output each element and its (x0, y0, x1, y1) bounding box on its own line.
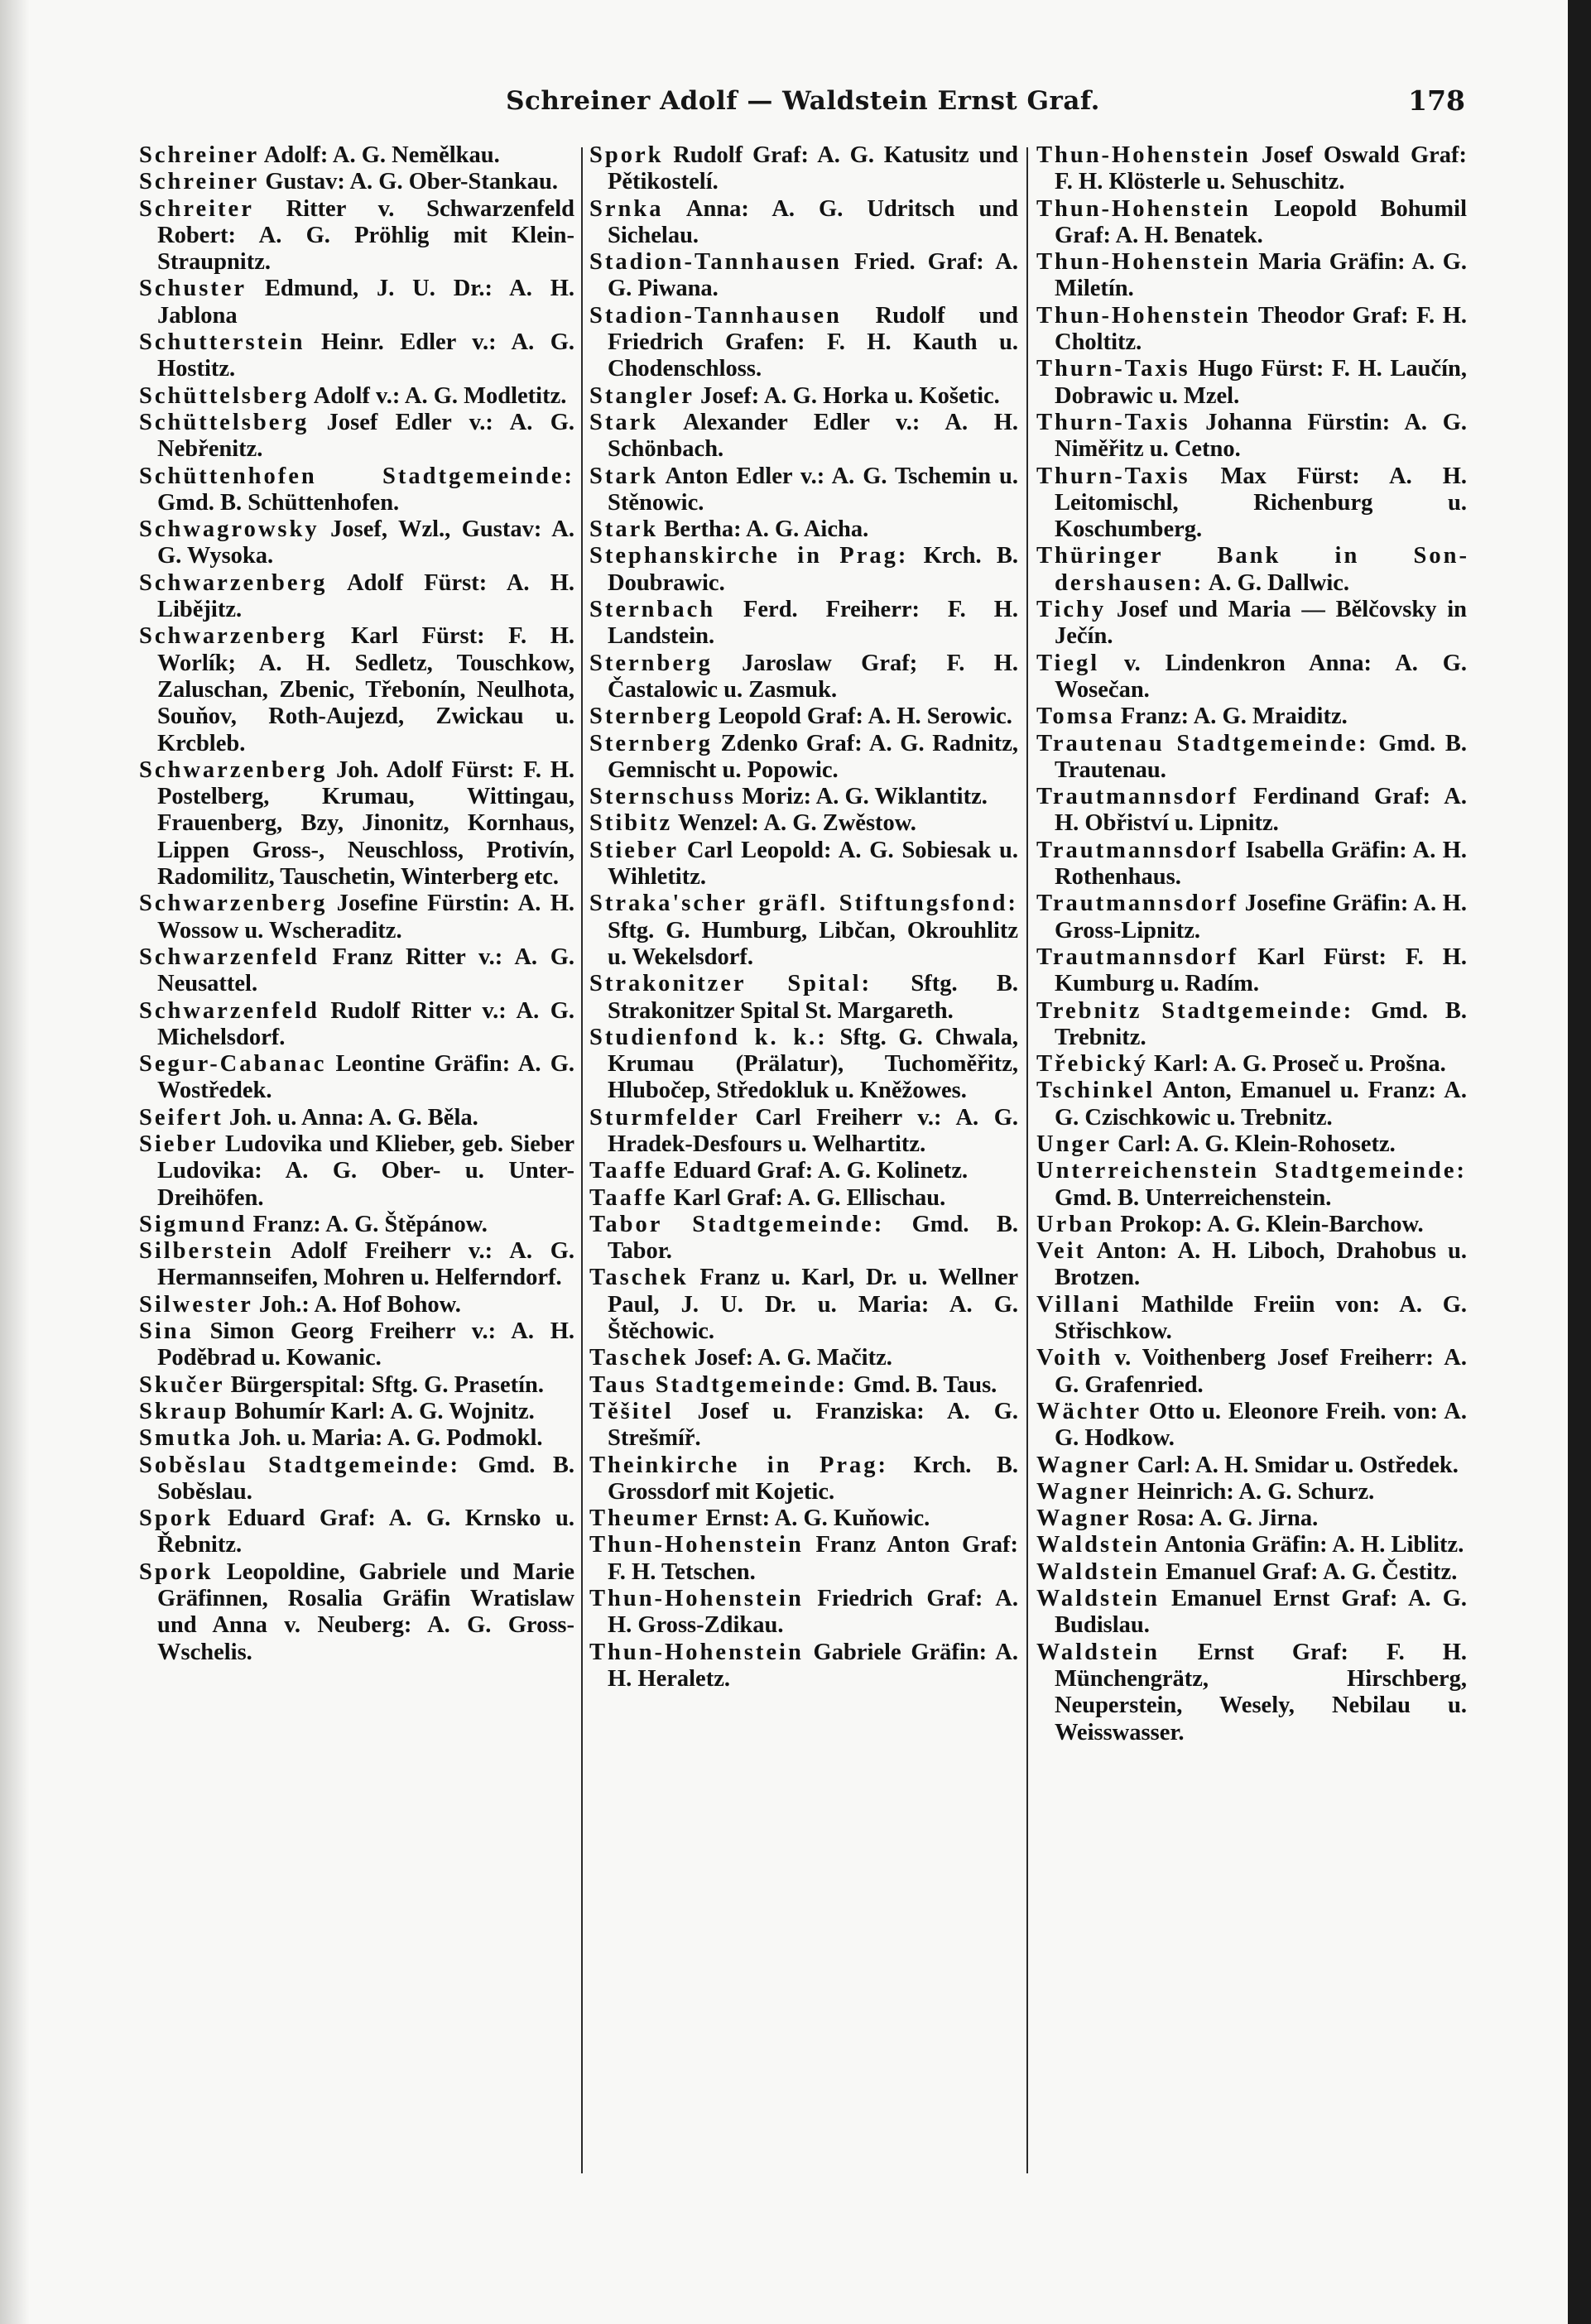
entry-name: Schwagrowsky (139, 516, 320, 543)
entry-name: Voith (1036, 1345, 1103, 1371)
entry-name: Unger (1036, 1131, 1112, 1157)
register-entry (1036, 784, 1467, 838)
entry-detail: v. Voithenberg Josef Freiherr: A. G. Grafenried. (1055, 1345, 1467, 1398)
entry-detail: Simon Georg Freiherr v.: A. H. Poděbrad u. Kowanic. (157, 1318, 574, 1371)
entry-name: Waldstein (1036, 1558, 1160, 1585)
register-entry (139, 1051, 574, 1105)
entry-name: Sturmfelder (589, 1104, 740, 1131)
entry-name: Trebnitz Stadtgemeinde: (1036, 997, 1354, 1024)
register-entry (139, 998, 574, 1052)
register-entry (1036, 1345, 1467, 1399)
entry-detail: Carl: A. H. Smidar u. Ostředek. (1131, 1452, 1459, 1478)
entry-detail: Joh. u. Anna: A. G. Běla. (223, 1104, 478, 1131)
entry-name: Stephanskirche in Prag: (589, 543, 909, 569)
register-entry (1036, 597, 1467, 651)
register-entry (1036, 303, 1467, 357)
register-entry (589, 731, 1018, 785)
register-entry (1036, 356, 1467, 410)
entry-detail: Ludovika und Klieber, geb. Sieber Ludovika: A. G. Ober- u. Unter-Dreihöfen. (157, 1131, 574, 1211)
entry-name: Sternberg (589, 730, 713, 756)
entry-detail: Gmd. B. Unterreichenstein. (1055, 1184, 1332, 1211)
register-entry (1036, 1131, 1467, 1158)
register-entry (139, 1559, 574, 1666)
register-entry (589, 891, 1018, 971)
entry-detail: Gmd. B. Trautenau. (1055, 730, 1467, 783)
register-entry (139, 196, 574, 276)
entry-name: Stark (589, 409, 659, 435)
entry-detail: Ferdinand Graf: A. H. Obřiství u. Lipnitz. (1055, 784, 1467, 837)
register-entry (589, 1505, 1018, 1532)
entry-name: Trautmannsdorf (1036, 944, 1239, 970)
entry-detail: Josef und Maria — Bělčovsky in Ječín. (1055, 597, 1467, 650)
entry-detail: Adolf Fürst: A. H. Libějitz. (157, 569, 574, 623)
entry-name: Taaffe (589, 1158, 668, 1184)
entry-detail: Eduard Graf: A. G. Kolinetz. (667, 1158, 969, 1184)
entry-name: Silberstein (139, 1238, 274, 1265)
register-entry (1036, 543, 1467, 597)
register-entry (1036, 1051, 1467, 1078)
entry-name: Schreiter (139, 195, 254, 222)
register-entry (1036, 1158, 1467, 1212)
entry-detail: Ernst Graf: F. H. Münchengrätz, Hirschberg, Neuperstein, Wesely, Nebilau u. Weisswasser. (1055, 1639, 1467, 1745)
entry-detail: Rudolf Ritter v.: A. G. Michelsdorf. (157, 997, 574, 1050)
entry-detail: Josef Edler v.: A. G. Nebřenitz. (157, 409, 574, 463)
entry-name: Thüringer Bank in Sondershausen: (1036, 543, 1467, 596)
entry-name: Thun-Hohenstein (1036, 249, 1251, 276)
column-2 (589, 142, 1018, 1693)
register-entry (589, 249, 1018, 303)
register-entry (1036, 891, 1467, 944)
entry-name: Strakonitzer Spital: (589, 971, 872, 997)
entry-name: Stadion-Tannhausen (589, 302, 842, 329)
register-entry (139, 1105, 574, 1131)
entry-detail: Rudolf und Friedrich Grafen: F. H. Kauth u. Chodenschloss. (608, 302, 1018, 382)
entry-name: Urban (1036, 1211, 1115, 1237)
entry-name: Tichy (1036, 597, 1107, 623)
entry-name: Thun-Hohenstein (589, 1639, 804, 1665)
entry-name: Villani (1036, 1291, 1122, 1318)
register-entry (589, 784, 1018, 810)
entry-name: Wagner (1036, 1478, 1132, 1505)
register-entry (589, 838, 1018, 891)
entry-detail: Sftg. B. Strakonitzer Spital St. Margareth. (608, 971, 1018, 1024)
register-entry (139, 1131, 574, 1212)
entry-name: Wächter (1036, 1398, 1142, 1424)
register-entry (589, 1586, 1018, 1640)
register-entry (589, 1265, 1018, 1345)
entry-detail: Anton Edler v.: A. G. Tschemin u. Stěnowic. (608, 463, 1018, 516)
register-entry (1036, 1479, 1467, 1505)
entry-name: Srnka (589, 195, 664, 222)
register-entry (139, 1452, 574, 1506)
entry-name: Waldstein (1036, 1532, 1160, 1558)
entry-name: Spork (589, 142, 664, 168)
entry-detail: Bertha: A. G. Aicha. (658, 516, 869, 543)
entry-detail: Isabella Gräfin: A. H. Rothenhaus. (1055, 837, 1467, 891)
entry-name: Thurn-Taxis (1036, 463, 1190, 489)
register-entry (1036, 1212, 1467, 1238)
register-entry (1036, 1505, 1467, 1532)
register-entry (139, 1292, 574, 1318)
entry-name: Trautmannsdorf (1036, 784, 1239, 810)
register-entry (139, 410, 574, 463)
register-entry (589, 1372, 1018, 1399)
entry-name: Straka'scher gräfl. Stiftungsfond: (589, 891, 1018, 917)
entry-name: Sieber (139, 1131, 219, 1157)
entry-name: Sternbach (589, 597, 716, 623)
entry-name: Schwarzenfeld (139, 997, 320, 1024)
register-entry (139, 463, 574, 517)
entry-detail: Eduard Graf: A. G. Krnsko u. Řebnitz. (157, 1505, 574, 1558)
entry-name: Tschinkel (1036, 1078, 1156, 1104)
register-entry (1036, 1292, 1467, 1346)
entry-detail: Franz: A. G. Mraiditz. (1114, 703, 1348, 730)
entry-name: Seifert (139, 1104, 224, 1131)
register-entry (1036, 1586, 1467, 1640)
entry-name: Thun-Hohenstein (1036, 195, 1251, 222)
entry-detail: Gmd. B. Taus. (847, 1371, 997, 1398)
entry-detail: Bohumír Karl: A. G. Wojnitz. (228, 1398, 535, 1424)
entry-name: Theumer (589, 1505, 700, 1532)
register-entry (139, 891, 574, 944)
register-entry (139, 329, 574, 383)
entry-name: Trautmannsdorf (1036, 837, 1239, 863)
page-edge (1568, 0, 1591, 2324)
entry-detail: Antonia Gräfin: A. H. Liblitz. (1159, 1532, 1464, 1558)
page-number: 178 (1408, 84, 1465, 117)
entry-detail: Zdenko Graf: A. G. Radnitz, Gemnischt u. Popowic. (608, 730, 1018, 783)
register-entry (589, 810, 1018, 837)
entry-name: Sigmund (139, 1211, 248, 1237)
register-entry (1036, 1399, 1467, 1452)
entry-name: Waldstein (1036, 1639, 1160, 1665)
entry-detail: Anton: A. H. Liboch, Drahobus u. Brotzen. (1055, 1238, 1467, 1291)
entry-name: Silwester (139, 1291, 253, 1318)
entry-name: Stadion-Tannhausen (589, 249, 842, 276)
entry-detail: Ernst: A. G. Kuňowic. (699, 1505, 930, 1532)
register-entry (139, 1372, 574, 1399)
entry-detail: v. Lindenkron Anna: A. G. Wosečan. (1055, 650, 1467, 703)
column-3 (1036, 142, 1467, 1746)
binding-shadow (0, 0, 30, 2324)
entry-name: Taus Stadtgemeinde: (589, 1371, 848, 1398)
register-entry (1036, 944, 1467, 998)
entry-detail: Theodor Graf: F. H. Choltitz. (1055, 302, 1467, 356)
entry-name: Thun-Hohenstein (589, 1532, 804, 1558)
entry-detail: A. G. Dallwic. (1204, 569, 1350, 596)
register-entry (139, 1399, 574, 1425)
register-entry (1036, 410, 1467, 463)
entry-name: Tabor Stadtgemeinde: (589, 1211, 885, 1237)
entry-name: Schüttelsberg (139, 409, 310, 435)
register-entry (1036, 142, 1467, 196)
entry-name: Těšitel (589, 1398, 674, 1424)
register-entry (589, 1399, 1018, 1452)
entry-name: Thurn-Taxis (1036, 409, 1190, 435)
register-entry (1036, 651, 1467, 704)
register-entry (1036, 196, 1467, 250)
entry-name: Studienfond k. k.: (589, 1024, 828, 1050)
register-entry (1036, 1532, 1467, 1558)
entry-name: Schwarzenberg (139, 891, 328, 917)
register-entry (139, 142, 574, 169)
register-entry (1036, 463, 1467, 544)
entry-detail: Mathilde Freiin von: A. G. Střischkow. (1055, 1291, 1467, 1345)
entry-detail: Josefine Gräfin: A. H. Gross-Lipnitz. (1055, 891, 1467, 944)
register-entry (139, 1425, 574, 1452)
register-entry (589, 142, 1018, 196)
entry-detail: Josef Oswald Graf: F. H. Klösterle u. Sehuschitz. (1055, 142, 1467, 195)
register-entry (1036, 998, 1467, 1052)
entry-detail: Edmund, J. U. Dr.: A. H. Jablona (157, 276, 574, 329)
running-header (141, 76, 1465, 126)
entry-name: Thun-Hohenstein (1036, 302, 1251, 329)
entry-name: Schuster (139, 276, 248, 302)
entry-detail: Franz Ritter v.: A. G. Neusattel. (157, 944, 574, 997)
entry-name: Schwarzenberg (139, 756, 328, 783)
entry-detail: Gmd. B. Schüttenhofen. (157, 489, 400, 516)
register-entry (139, 169, 574, 195)
entry-detail: Franz u. Karl, Dr. u. Wellner Paul, J. U. Dr. u. Maria: A. G. Štěchowic. (608, 1265, 1018, 1345)
register-entry (589, 597, 1018, 651)
entry-detail: Ferd. Freiherr: F. H. Landstein. (608, 597, 1018, 650)
entry-name: Schwarzenberg (139, 623, 328, 650)
entry-name: Schreiner (139, 142, 260, 168)
entry-detail: Leontine Gräfin: A. G. Wostředek. (157, 1051, 574, 1104)
entry-detail: Bürgerspital: Sftg. G. Prasetín. (224, 1371, 545, 1398)
entry-name: Skraup (139, 1398, 229, 1424)
register-entry (1036, 1559, 1467, 1586)
entry-name: Schwarzenberg (139, 569, 328, 596)
register-entry (589, 703, 1018, 730)
entry-detail: Prokop: A. G. Klein-Barchow. (1114, 1211, 1424, 1237)
register-entry (1036, 703, 1467, 730)
entry-detail: Gustav: A. G. Ober-Stankau. (259, 169, 558, 195)
register-entry (589, 543, 1018, 597)
register-entry (589, 1640, 1018, 1693)
entry-name: Thurn-Taxis (1036, 356, 1190, 382)
entry-detail: Joh. Adolf Fürst: F. H. Postelberg, Krumau, Wittingau, Frauenberg, Bzy, Jinonitz, Kornhaus, Lippen Gross-, Neuschloss, Protivín, Radomilitz, Tauschetin, Winterberg etc. (157, 756, 574, 891)
register-entry (139, 1212, 574, 1238)
entry-detail: Emanuel Ernst Graf: A. G. Budislau. (1055, 1586, 1467, 1639)
entry-detail: Josef u. Franziska: A. G. Strešmíř. (608, 1398, 1018, 1452)
entry-detail: Joh.: A. Hof Bohow. (252, 1291, 461, 1318)
entry-name: Waldstein (1036, 1586, 1160, 1612)
register-entry (589, 1452, 1018, 1506)
register-entry (589, 1212, 1018, 1265)
entry-name: Schüttelsberg (139, 382, 310, 409)
register-entry (1036, 838, 1467, 891)
register-entry (1036, 731, 1467, 785)
entry-detail: Karl: A. G. Proseč u. Prošna. (1147, 1051, 1446, 1078)
register-entry (589, 1185, 1018, 1212)
entry-name: Tiegl (1036, 650, 1100, 676)
entry-name: Taschek (589, 1345, 689, 1371)
entry-name: Spork (139, 1558, 214, 1585)
entry-detail: Karl Graf: A. G. Ellischau. (667, 1184, 946, 1211)
register-entry (589, 1158, 1018, 1184)
entry-name: Segur-Cabanac (139, 1051, 327, 1078)
entry-detail: Carl Freiherr v.: A. G. Hradek-Desfours u. Welhartitz. (608, 1104, 1018, 1157)
entry-detail: Heinrich: A. G. Schurz. (1131, 1478, 1375, 1505)
entry-name: Taaffe (589, 1184, 668, 1211)
register-entry (139, 623, 574, 756)
entry-name: Unterreichenstein Stadtgemeinde: (1036, 1158, 1467, 1184)
entry-name: Schwarzenfeld (139, 944, 320, 970)
register-entry (589, 516, 1018, 543)
register-entry (139, 383, 574, 410)
entry-name: Wagner (1036, 1452, 1132, 1478)
entry-detail: Josefine Fürstin: A. H. Wossow u. Wscheraditz. (157, 891, 574, 944)
entry-detail: Heinr. Edler v.: A. G. Hostitz. (157, 329, 574, 382)
register-entry (1036, 1640, 1467, 1746)
entry-name: Wagner (1036, 1505, 1132, 1532)
register-entry (139, 1505, 574, 1559)
entry-name: Tomsa (1036, 703, 1115, 730)
entry-detail: Jaroslaw Graf; F. H. Častalowic u. Zasmuk. (608, 650, 1018, 703)
entry-detail: Rudolf Graf: A. G. Katusitz und Pětikostelí. (608, 142, 1018, 195)
entry-name: Schüttenhofen Stadtgemeinde: (139, 463, 574, 489)
entry-name: Smutka (139, 1425, 233, 1452)
register-entry (1036, 1078, 1467, 1131)
register-entry (139, 516, 574, 570)
entry-name: Sternberg (589, 650, 713, 676)
entry-name: Spork (139, 1505, 214, 1532)
entry-name: Stangler (589, 382, 695, 409)
register-entry (589, 410, 1018, 463)
entry-detail: Otto u. Eleonore Freih. von: A. G. Hodkow. (1055, 1398, 1467, 1452)
entry-detail: Wenzel: A. G. Zwěstow. (672, 810, 916, 837)
register-entry (589, 1532, 1018, 1586)
entry-name: Veit (1036, 1238, 1087, 1265)
entry-name: Stark (589, 463, 659, 489)
entry-detail: Leopold Bohumil Graf: A. H. Benatek. (1055, 195, 1467, 248)
entry-detail: Emanuel Graf: A. G. Čestitz. (1159, 1558, 1458, 1585)
register-entry (589, 463, 1018, 517)
register-entry (589, 383, 1018, 410)
entry-detail: Fried. Graf: A. G. Piwana. (608, 249, 1018, 302)
entry-detail: Adolf v.: A. G. Modletitz. (309, 382, 567, 409)
entry-name: Sternschuss (589, 784, 737, 810)
entry-detail: Franz Anton Graf: F. H. Tetschen. (608, 1532, 1018, 1585)
register-entry (589, 196, 1018, 250)
entry-detail: Gabriele Gräfin: A. H. Heraletz. (608, 1639, 1018, 1692)
entry-name: Thun-Hohenstein (1036, 142, 1251, 168)
entry-detail: Josef, Wzl., Gustav: A. G. Wysoka. (157, 516, 574, 569)
register-entry (589, 1025, 1018, 1105)
entry-name: Sternberg (589, 703, 713, 730)
entry-detail: Franz: A. G. Štěpánow. (247, 1211, 488, 1237)
entry-detail: Anna: A. G. Udritsch und Sichelau. (608, 195, 1018, 248)
entry-detail: Max Fürst: A. H. Leitomischl, Richenburg u. Koschumberg. (1055, 463, 1467, 543)
entry-detail: Moriz: A. G. Wiklantitz. (736, 784, 988, 810)
column-1 (139, 142, 574, 1666)
entry-detail: Rosa: A. G. Jirna. (1131, 1505, 1319, 1532)
entry-detail: Leopold Graf: A. H. Serowic. (712, 703, 1012, 730)
entry-name: Schreiner (139, 169, 260, 195)
entry-detail: Joh. u. Maria: A. G. Podmokl. (233, 1425, 543, 1452)
entry-name: Stibitz (589, 810, 673, 837)
header-title: Schreiner Adolf — Waldstein Ernst Graf. (506, 86, 1100, 116)
entry-detail: Karl Fürst: F. H. Worlík; A. H. Sedletz, Touschkow, Zaluschan, Zbenic, Třebonín, Neulhota, Souňov, Roth-Aujezd, Zwickau u. Krcbleb. (157, 623, 574, 756)
entry-name: Theinkirche in Prag: (589, 1452, 889, 1478)
entry-detail: Krch. B. Grossdorf mit Kojetic. (608, 1452, 1018, 1505)
register-entry (139, 1238, 574, 1292)
entry-name: Skučer (139, 1371, 225, 1398)
entry-detail: Krch. B. Doubrawic. (608, 543, 1018, 596)
register-entry (139, 570, 574, 624)
entry-detail: Friedrich Graf: A. H. Gross-Zdikau. (608, 1586, 1018, 1639)
register-entry (1036, 1452, 1467, 1479)
entry-detail: Maria Gräfin: A. G. Miletín. (1055, 249, 1467, 302)
entry-name: Soběslau Stadtgemeinde: (139, 1452, 461, 1478)
register-entry (589, 1105, 1018, 1159)
register-entry (139, 757, 574, 891)
entry-detail: Adolf Freiherr v.: A. G. Hermannseifen, Mohren u. Helferndorf. (157, 1238, 574, 1291)
entry-detail: Hugo Fürst: F. H. Laučín, Dobrawic u. Mzel. (1055, 356, 1467, 409)
entry-detail: Adolf: A. G. Nemělkau. (259, 142, 500, 168)
entry-detail: Alexander Edler v.: A. H. Schönbach. (608, 409, 1018, 463)
register-entry (1036, 1238, 1467, 1292)
entry-detail: Josef: A. G. Horka u. Košetic. (694, 382, 1000, 409)
register-entry (589, 971, 1018, 1025)
register-entry (589, 651, 1018, 704)
register-entry (589, 303, 1018, 383)
entry-detail: Sftg. G. Chwala, Krumau (Prälatur), Tuchoměřitz, Hlubočep, Středokluk u. Kněžowes. (608, 1024, 1018, 1104)
register-entry (139, 944, 574, 998)
entry-name: Sina (139, 1318, 194, 1345)
register-entry (139, 1318, 574, 1372)
entry-name: Thun-Hohenstein (589, 1586, 804, 1612)
column-divider (1026, 147, 1028, 2173)
entry-name: Schutterstein (139, 329, 305, 356)
entry-name: Stark (589, 516, 659, 543)
entry-detail: Karl Fürst: F. H. Kumburg u. Radím. (1055, 944, 1467, 997)
entry-detail: Gmd. B. Soběslau. (157, 1452, 574, 1505)
register-entry (589, 1345, 1018, 1371)
register-entry (139, 276, 574, 329)
entry-detail: Leopoldine, Gabriele und Marie Gräfinnen, Rosalia Gräfin Wratislaw und Anna v. Neuberg: A. G. Gross-Wschelis. (157, 1558, 574, 1665)
entry-name: Stieber (589, 837, 680, 863)
entry-detail: Johanna Fürstin: A. G. Niměřitz u. Cetno. (1055, 409, 1467, 463)
entry-detail: Anton, Emanuel u. Franz: A. G. Czischkowic u. Trebnitz. (1055, 1078, 1467, 1131)
register-entry (1036, 249, 1467, 303)
entry-name: Trautenau Stadtgemeinde: (1036, 730, 1369, 756)
entry-detail: Josef: A. G. Mačitz. (688, 1345, 892, 1371)
column-divider (581, 147, 583, 2173)
entry-detail: Gmd. B. Tabor. (608, 1211, 1018, 1265)
entry-detail: Sftg. G. Humburg, Libčan, Okrouhlitz u. Wekelsdorf. (608, 917, 1018, 970)
entry-detail: Carl: A. G. Klein-Rohosetz. (1111, 1131, 1396, 1157)
entry-name: Taschek (589, 1265, 689, 1291)
entry-detail: Gmd. B. Trebnitz. (1055, 997, 1467, 1050)
entry-name: Třebický (1036, 1051, 1148, 1078)
entry-name: Trautmannsdorf (1036, 891, 1239, 917)
entry-detail: Carl Leopold: A. G. Sobiesak u. Wihletitz. (608, 837, 1018, 891)
entry-detail: Ritter v. Schwarzenfeld Robert: A. G. Pröhlig mit Klein-Straupnitz. (157, 195, 574, 276)
